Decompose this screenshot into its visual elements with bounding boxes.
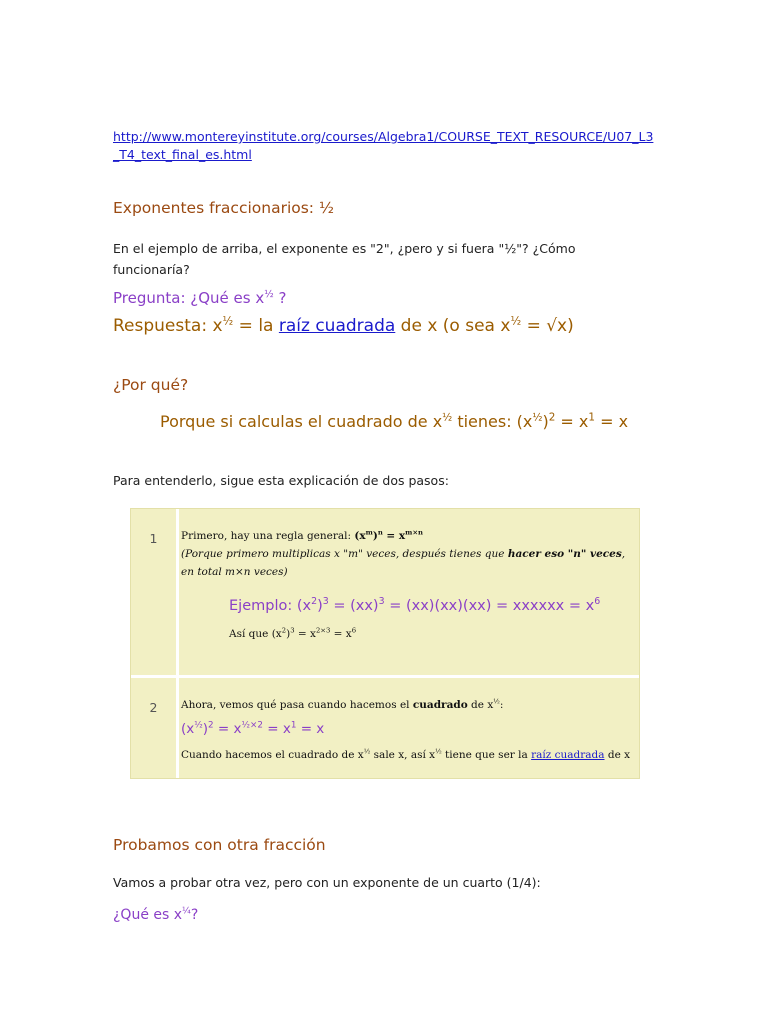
step-body-2 bbox=[179, 678, 639, 778]
step-row-2 bbox=[131, 675, 639, 778]
ej-s3: 3 bbox=[378, 596, 385, 608]
porque-d: = x bbox=[555, 412, 589, 431]
s2-c: de x bbox=[467, 699, 494, 711]
heading-porque-text: ¿Por qué? bbox=[113, 376, 189, 394]
note-b: hacer eso "n" veces bbox=[507, 548, 622, 560]
rule-line bbox=[181, 527, 631, 545]
answer-mid: = la bbox=[233, 316, 279, 336]
ej-a: Ejemplo: (x bbox=[229, 598, 312, 614]
f-s4: 1 bbox=[290, 720, 297, 731]
cuadrado-line bbox=[181, 696, 631, 714]
porque-s3: 2 bbox=[548, 411, 556, 424]
porque-a: Porque si calculas el cuadrado de x bbox=[160, 412, 443, 431]
answer-line bbox=[113, 316, 574, 336]
answer-end: = √x) bbox=[521, 316, 574, 336]
question-text: Pregunta: ¿Qué es x bbox=[113, 289, 265, 307]
ej-s2: 3 bbox=[322, 596, 329, 608]
step-number-2: 2 bbox=[131, 678, 179, 778]
raiz-cuadrada-link-2[interactable]: raíz cuadrada bbox=[531, 749, 605, 761]
porque-explanation bbox=[160, 411, 660, 433]
question-suffix: ? bbox=[273, 289, 287, 307]
s2-a: Ahora, vemos qué pasa cuando hacemos el bbox=[181, 699, 413, 711]
f-d: = x bbox=[262, 721, 291, 737]
steps-table bbox=[130, 508, 640, 779]
asi-s1: 2 bbox=[281, 626, 287, 635]
asi-a: Así que (x bbox=[229, 628, 282, 640]
g-a: Cuando hacemos el cuadrado de x bbox=[181, 749, 364, 761]
heading-probamos bbox=[113, 836, 326, 854]
f-s1: ½ bbox=[194, 720, 203, 731]
answer-label: Respuesta bbox=[113, 316, 202, 336]
que-es-question bbox=[113, 907, 198, 923]
rule-fb: ) bbox=[372, 530, 378, 542]
que-b: ? bbox=[190, 907, 199, 923]
rule-fc: = x bbox=[382, 530, 406, 542]
f-b: ) bbox=[202, 721, 209, 737]
heading-exponentes bbox=[113, 199, 334, 217]
porque-s1: ½ bbox=[442, 411, 453, 424]
note-a: (Porque primero multiplicas x "m" veces, después tienes que bbox=[181, 548, 508, 560]
steps-intro: Para entenderlo, sigue esta explicación de dos pasos: bbox=[113, 473, 449, 488]
s2-b: cuadrado bbox=[412, 699, 468, 711]
f-a: (x bbox=[181, 721, 195, 737]
example-line bbox=[229, 597, 631, 615]
ej-d: = (xx)(xx)(xx) = xxxxxx = x bbox=[384, 598, 595, 614]
f-c: = x bbox=[213, 721, 242, 737]
source-url-link[interactable]: http://www.montereyinstitute.org/courses/Algebra1/COURSE_TEXT_RESOURCE/U07_L3_T4_text_final_es.html bbox=[113, 129, 654, 162]
heading-exponentes-text: Exponentes fraccionarios: ½ bbox=[113, 199, 334, 217]
heading-porque bbox=[113, 376, 188, 394]
rule-fa: (x bbox=[354, 530, 366, 542]
step-number-1: 1 bbox=[131, 509, 179, 675]
g-b: sale x, así x bbox=[370, 749, 436, 761]
heading-probamos-text: Probamos con otra fracción bbox=[113, 836, 326, 854]
f-e: = x bbox=[296, 721, 325, 737]
g-d: de x bbox=[604, 749, 631, 761]
conclusion-line bbox=[181, 746, 631, 764]
que-s: ¼ bbox=[182, 906, 191, 917]
ej-c: = (xx) bbox=[328, 598, 379, 614]
vamos-paragraph: Vamos a probar otra vez, pero con un exponente de un cuarto (1/4): bbox=[113, 875, 541, 890]
ej-b: ) bbox=[317, 598, 323, 614]
answer-colon: : x bbox=[201, 316, 223, 336]
f-s3: ½×2 bbox=[241, 720, 263, 731]
s2-d: : bbox=[499, 699, 504, 711]
porque-b: tienes: (x bbox=[452, 412, 533, 431]
asi-s2: 3 bbox=[290, 626, 295, 635]
asi-s3: 2×3 bbox=[315, 626, 331, 635]
spacer bbox=[181, 643, 631, 661]
asi-c: = x bbox=[294, 628, 316, 640]
rule-text: Primero, hay una regla general: bbox=[181, 530, 355, 542]
answer-sup2: ½ bbox=[510, 314, 522, 328]
raiz-cuadrada-link[interactable]: raíz cuadrada bbox=[278, 316, 396, 336]
asi-line bbox=[229, 625, 631, 643]
step-row-1 bbox=[131, 509, 639, 675]
que-a: ¿Qué es x bbox=[113, 907, 183, 923]
g-s2: ½ bbox=[435, 747, 442, 756]
porque-s2: ½ bbox=[532, 411, 543, 424]
rule-sup-m: m bbox=[365, 528, 373, 537]
answer-after: de x (o sea x bbox=[395, 316, 511, 336]
ej-s1: 2 bbox=[311, 596, 318, 608]
question-line bbox=[113, 289, 286, 307]
asi-s4: 6 bbox=[351, 626, 357, 635]
note-c: , en total m×n veces) bbox=[181, 548, 626, 578]
rule-sup-mn: m×n bbox=[405, 528, 424, 537]
porque-c: ) bbox=[542, 412, 549, 431]
f-s2: 2 bbox=[208, 720, 214, 731]
s2-s1: ½ bbox=[493, 697, 500, 706]
intro-paragraph: En el ejemplo de arriba, el exponente es "2", ¿pero y si fuera "½"? ¿Cómo funcionaría? bbox=[113, 241, 576, 277]
rule-formula bbox=[354, 530, 423, 542]
rule-note bbox=[181, 545, 631, 581]
rule-sup-n: n bbox=[377, 528, 383, 537]
asi-b: ) bbox=[286, 628, 291, 640]
g-c: tiene que ser la bbox=[441, 749, 532, 761]
ej-s4: 6 bbox=[594, 596, 601, 608]
step-body-1 bbox=[179, 509, 639, 675]
g-s1: ½ bbox=[363, 747, 371, 756]
porque-e: = x bbox=[595, 412, 629, 431]
square-formula bbox=[181, 720, 631, 738]
porque-s4: 1 bbox=[588, 411, 596, 424]
answer-sup1: ½ bbox=[222, 314, 234, 328]
question-sup: ½ bbox=[264, 289, 274, 300]
asi-d: = x bbox=[330, 628, 352, 640]
